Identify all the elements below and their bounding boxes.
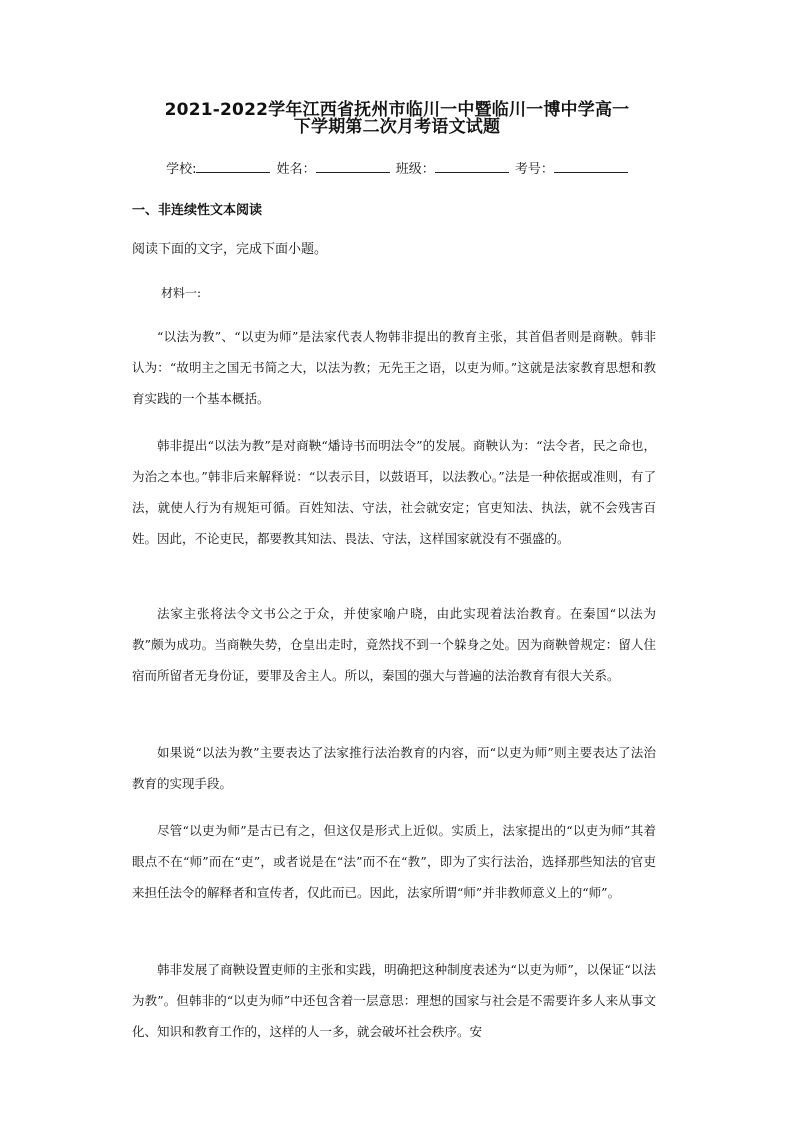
- school-blank[interactable]: [196, 161, 270, 173]
- name-field: [277, 158, 390, 177]
- reading-instruction: 阅读下面的文字，完成下面小题。: [132, 242, 328, 257]
- paragraph: 法家主张将法令文书公之于众，并使家喻户晓，由此实现着法治教育。在秦国“以法为教”颇为成功。当商鞅失势，仓皇出走时，竟然找不到一个躲身之处。因为商鞅曾规定：留人住宿而所留者无身份证，要罪及舍主人。所以，秦国的强大与普遍的法治教育有很大关系。: [132, 606, 656, 683]
- section-heading: 一、非连续性文本阅读: [132, 203, 263, 218]
- school-field: [166, 158, 270, 177]
- name-label: 姓名：: [276, 162, 316, 177]
- number-label: 考号：: [514, 162, 554, 177]
- paragraph: 尽管“以吏为师”是古已有之，但这仅是形式上近似。实质上，法家提出的“以吏为师”其着眼点不在“师”而在“吏”，或者说是在“法”而不在“教”，即为了实行法治，选择那些知法的官吏来担任法令的解释者和宣传者，仅此而已。因此，法家所谓“师”并非教师意义上的“师”。: [132, 823, 656, 900]
- school-label: 学校:: [166, 162, 197, 177]
- paragraph: “以法为教”、“以吏为师”是法家代表人物韩非提出的教育主张，其首倡者则是商鞅。韩非认为：“故明主之国无书简之大，以法为教；无先王之语，以吏为师。”这就是法家教育思想和教育实践的一个基本概括。: [132, 329, 656, 406]
- paragraph: 韩非提出“以法为教”是对商鞅“燔诗书而明法令”的发展。商鞅认为：“法令者，民之命也，为治之本也。”韩非后来解释说：“以表示目，以鼓语耳，以法教心。”法是一种依据或准则，有了法，就使人行为有规矩可循。百姓知法、守法，社会就安定；官吏知法、执法，就不会残害百姓。因此，不论吏民，都要教其知法、畏法、守法，这样国家就没有不强盛的。: [132, 438, 656, 546]
- number-blank[interactable]: [554, 161, 628, 173]
- class-field: [396, 158, 509, 177]
- number-field: [515, 158, 628, 177]
- class-label: 班级：: [395, 162, 435, 177]
- student-info-row: [0, 158, 794, 177]
- paragraph: 如果说“以法为教”主要表达了法家推行法治教育的内容，而“以吏为师”则主要表达了法治教育的实现手段。: [132, 745, 656, 791]
- class-blank[interactable]: [435, 161, 509, 173]
- document-title-line-2: 下学期第二次月考语文试题: [293, 117, 501, 137]
- paragraph: 韩非发展了商鞅设置吏师的主张和实践，明确把这种制度表述为“以吏为师”，以保证“以法为教”。但韩非的“以吏为师”中还包含着一层意思：理想的国家与社会是不需要许多人来从事文化、知识和教育工作的，这样的人一多，就会破坏社会秩序。安: [132, 962, 656, 1039]
- document-title-line-1: 2021-2022学年江西省抚州市临川一中暨临川一博中学高一: [164, 100, 630, 120]
- material-label: 材料一:: [161, 286, 202, 300]
- name-blank[interactable]: [316, 161, 390, 173]
